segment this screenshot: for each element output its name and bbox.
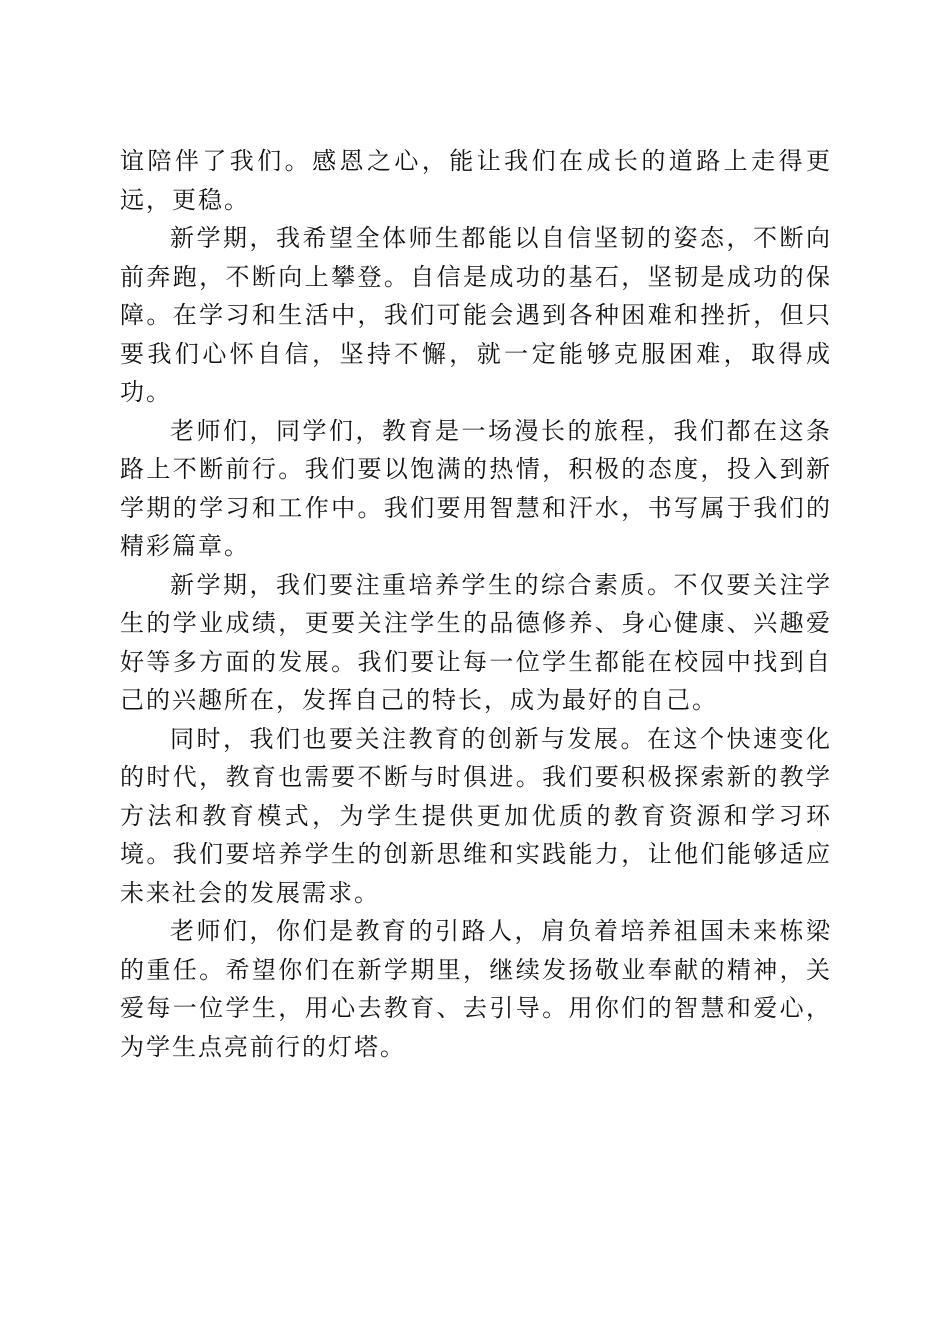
paragraph-journey: 老师们，同学们，教育是一场漫长的旅程，我们都在这条路上不断前行。我们要以饱满的热情，积极的态度，投入到新学期的学习和工作中。我们要用智慧和汗水，书写属于我们的精彩篇章。 — [120, 416, 832, 560]
document-body — [120, 142, 832, 1066]
paragraph-confidence: 新学期，我希望全体师生都能以自信坚韧的姿态，不断向前奔跑，不断向上攀登。自信是成功的基石，坚韧是成功的保障。在学习和生活中，我们可能会遇到各种困难和挫折，但只要我们心怀自信，坚持不懈，就一定能够克服困难，取得成功。 — [120, 224, 832, 406]
paragraph-continuation: 谊陪伴了我们。感恩之心，能让我们在成长的道路上走得更远，更稳。 — [120, 147, 832, 214]
paragraph-innovation: 同时，我们也要关注教育的创新与发展。在这个快速变化的时代，教育也需要不断与时俱进。我们要积极探索新的教学方法和教育模式，为学生提供更加优质的教育资源和学习环境。我们要培养学生的创新思维和实践能力，让他们能够适应未来社会的发展需求。 — [120, 724, 832, 907]
paragraph-teachers: 老师们，你们是教育的引路人，肩负着培养祖国未来栋梁的重任。希望你们在新学期里，继续发扬敬业奉献的精神，关爱每一位学生，用心去教育、去引导。用你们的智慧和爱心，为学生点亮前行的灯塔。 — [120, 917, 832, 1061]
paragraph-comprehensive-quality: 新学期，我们要注重培养学生的综合素质。不仅要关注学生的学业成绩，更要关注学生的品德修养、身心健康、兴趣爱好等多方面的发展。我们要让每一位学生都能在校园中找到自己的兴趣所在，发挥自己的特长，成为最好的自己。 — [120, 570, 832, 714]
